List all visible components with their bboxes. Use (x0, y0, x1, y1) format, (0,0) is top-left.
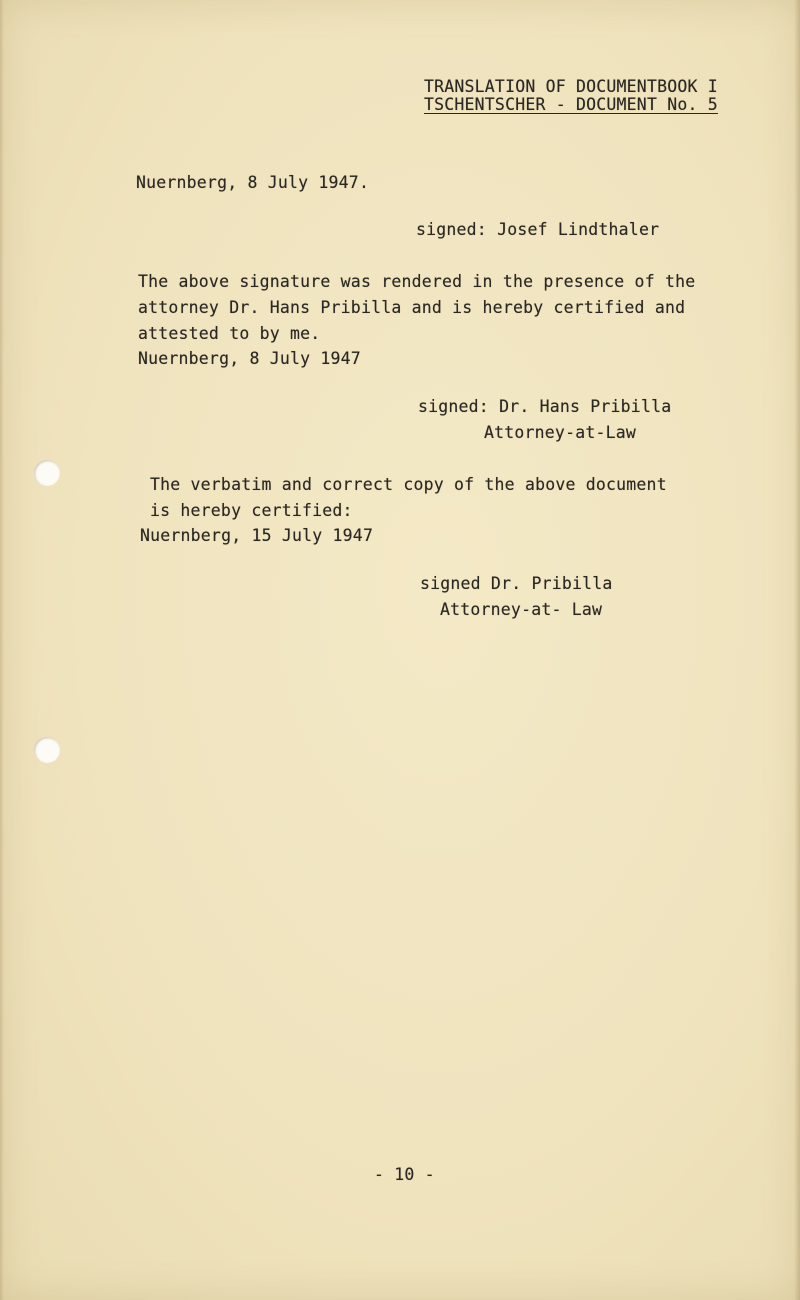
copy-certification-line-2: is hereby certified: (150, 501, 353, 520)
attorney-title-2: Attorney-at- Law (440, 600, 603, 619)
certification-paragraph-line-2: attorney Dr. Hans Pribilla and is hereby certified and (138, 298, 686, 317)
date-line-3: Nuernberg, 15 July 1947 (140, 526, 374, 545)
signature-pribilla-1: signed: Dr. Hans Pribilla (418, 397, 672, 416)
date-line-1: Nuernberg, 8 July 1947. (136, 173, 370, 192)
page-number: - 10 - (374, 1165, 435, 1184)
punch-hole-upper (34, 460, 60, 486)
page-edge-right (794, 0, 800, 1300)
signature-pribilla-2: signed Dr. Pribilla (420, 574, 613, 593)
certification-paragraph-line-3: attested to by me. (138, 324, 321, 343)
punch-hole-lower (34, 737, 60, 763)
signature-lindthaler: signed: Josef Lindthaler (416, 220, 660, 239)
attorney-title-1: Attorney-at-Law (484, 423, 637, 442)
header-title-line: TRANSLATION OF DOCUMENTBOOK I (424, 77, 718, 96)
date-line-2: Nuernberg, 8 July 1947 (138, 349, 361, 368)
header-document-line: TSCHENTSCHER - DOCUMENT No. 5 (424, 95, 718, 114)
certification-paragraph-line-1: The above signature was rendered in the presence of the (138, 272, 696, 291)
copy-certification-line-1: The verbatim and correct copy of the above document (150, 475, 667, 494)
page-edge-left (0, 0, 4, 1300)
